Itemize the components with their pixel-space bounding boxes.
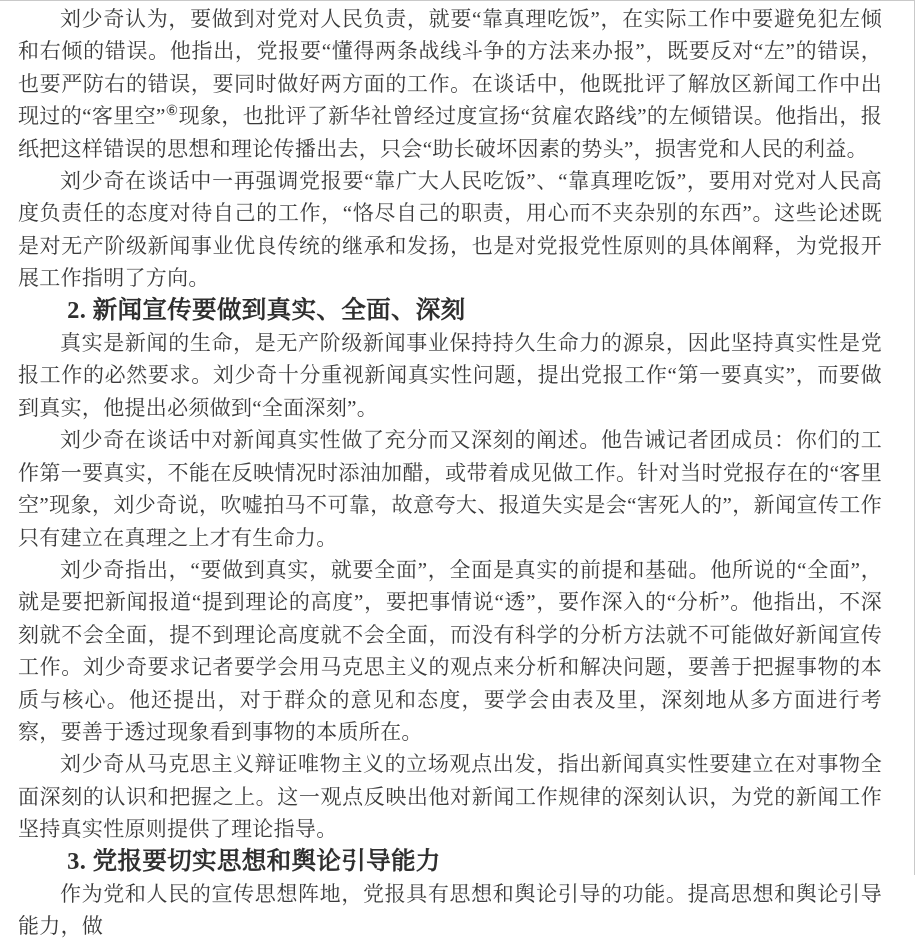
paragraph-text: 刘少奇认为，要做到对党对人民负责，就要“靠真理吃饭”，在实际工作中要避免犯左倾和右倾的错误。他指出，党报要“懂得两条战线斗争的方法来办报”，既要反对“左”的错误，也要严防右的错误，要同时做好两方面的工作。在谈话中，他既批评了解放区新闻工作中出现过的“客里空”: [18, 7, 882, 129]
section-heading-3-guidance-ability: 3. 党报要切实思想和舆论引导能力: [67, 847, 441, 875]
paragraph-propaganda-front: 作为党和人民的宣传思想阵地，党报具有思想和舆论引导的功能。提高思想和舆论引导能力，做: [18, 881, 882, 939]
paragraph-dialectical-materialism: 刘少奇从马克思主义辩证唯物主义的立场观点出发，指出新闻真实性要建立在对事物全面深刻的认识和把握之上。这一观点反映出他对新闻工作规律的深刻认识，为党的新闻工作坚持真实性原则提供了理论指导。: [18, 752, 882, 842]
paragraph-comprehensive-basis: 刘少奇指出，“要做到真实，就要全面”，全面是真实的前提和基础。他所说的“全面”，就是要把新闻报道“提到理论的高度”，要把事情说“透”，要作深入的“分析”。他指出，不深刻就不会全面，提不到理论高度就不会全面，而没有科学的分析方法就不可能做好新闻宣传工作。刘少奇要求记者要学会用马克思主义的观点来分析和解决问题，要善于把握事物的本质与核心。他还提出，对于群众的意见和态度，要学会由表及里，深刻地从多方面进行考察，要善于透过现象看到事物的本质所在。: [18, 557, 882, 744]
paragraph-truth-is-life: 真实是新闻的生命，是无产阶级新闻事业保持持久生命力的源泉，因此坚持真实性是党报工作的必然要求。刘少奇十分重视新闻真实性问题，提出党报工作“第一要真实”，而要做到真实，他提出必须做到“全面深刻”。: [18, 331, 882, 420]
footnote-marker-6: ⑥: [165, 104, 179, 120]
paragraph-text: 现象，也批评了新华社曾经过度宣扬“贫雇农路线”的左倾错误。他指出，报纸把这样错误的思想和理论传播出去，只会“助长破坏因素的势头”，损害党和人民的利益。: [18, 104, 883, 161]
paragraph-truthfulness-exposition: 刘少奇在谈话中对新闻真实性做了充分而又深刻的阐述。他告诫记者团成员：你们的工作第一要真实，不能在反映情况时添油加醋，或带着成见做工作。针对当时党报存在的“客里空”现象，刘少奇说，吹嘘拍马不可靠，故意夸大、报道失实是会“害死人的”，新闻宣传工作只有建立在真理之上才有生命力。: [18, 428, 882, 550]
section-heading-2-truthfulness: 2. 新闻宣传要做到真实、全面、深刻: [67, 296, 466, 324]
paragraph-liu-responsibility: [18, 3, 882, 165]
paragraph-liu-emphasis: 刘少奇在谈话中一再强调党报要“靠广大人民吃饭”、“靠真理吃饭”，要用对党对人民高度负责任的态度对待自己的工作，“恪尽自己的职责，用心而不夹杂别的东西”。这些论述既是对无产阶级新闻事业优良传统的继承和发扬，也是对党报党性原则的具体阐释，为党报开展工作指明了方向。: [18, 169, 882, 291]
